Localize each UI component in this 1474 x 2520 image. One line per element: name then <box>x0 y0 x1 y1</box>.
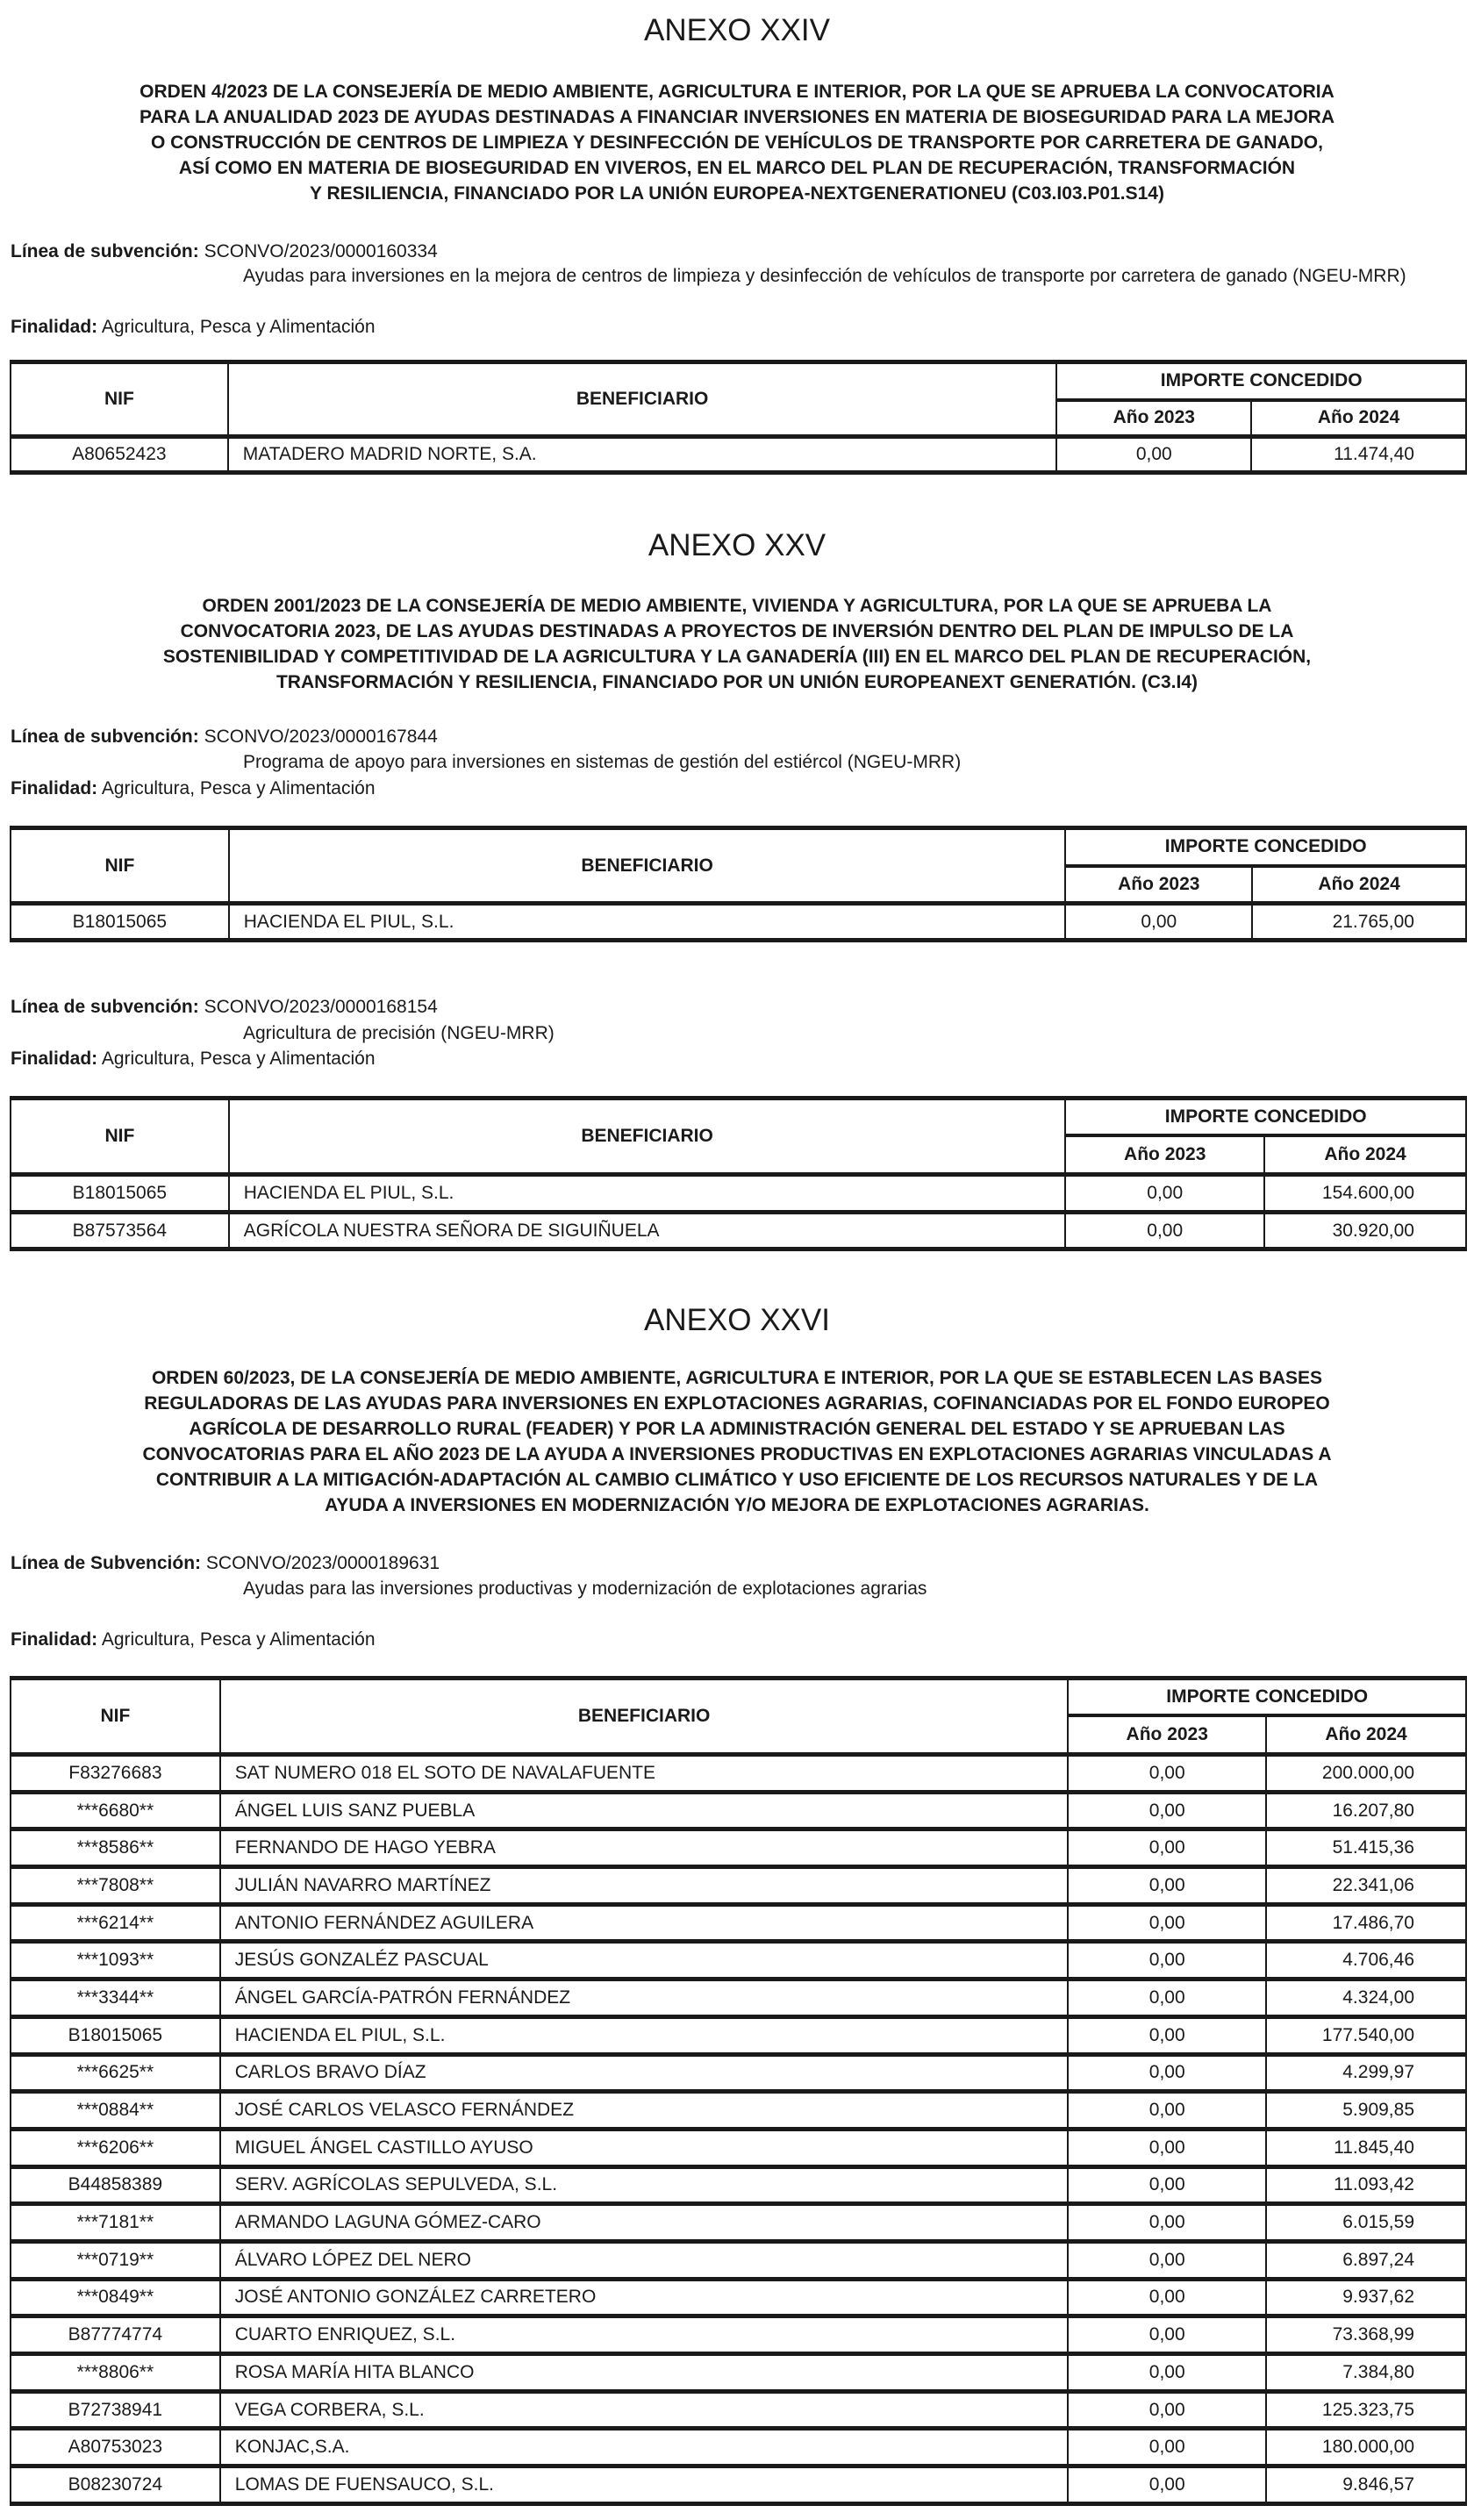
cell-ano-2023: 0,00 <box>1068 2316 1266 2354</box>
linea-code: SCONVO/2023/0000189631 <box>205 1553 440 1573</box>
table-row <box>11 2204 1466 2242</box>
cell-beneficiario: MIGUEL ÁNGEL CASTILLO AYUSO <box>220 2129 1069 2166</box>
orden-line: PARA LA ANUALIDAD 2023 DE AYUDAS DESTINADAS A FINANCIAR INVERSIONES EN MATERIA DE BIOSEGURIDAD PARA LA MEJORA <box>139 107 1334 127</box>
table-row <box>11 2279 1466 2316</box>
beneficiaries-table <box>10 1096 1467 1251</box>
cell-ano-2023: 0,00 <box>1068 2429 1266 2466</box>
cell-beneficiario: LOMAS DE FUENSAUCO, S.L. <box>220 2466 1069 2504</box>
cell-beneficiario: VEGA CORBERA, S.L. <box>220 2391 1069 2429</box>
cell-beneficiario: JESÚS GONZALÉZ PASCUAL <box>220 1942 1069 1979</box>
cell-ano-2024: 154.600,00 <box>1264 1175 1466 1213</box>
cell-nif: ***0719** <box>11 2241 220 2279</box>
cell-ano-2023: 0,00 <box>1068 1904 1266 1942</box>
orden-line: SOSTENIBILIDAD Y COMPETITIVIDAD DE LA AGRICULTURA Y LA GANADERÍA (III) EN EL MARCO DEL PLAN DE RECUPERACIÓN, <box>162 647 1312 667</box>
table-row <box>11 1792 1466 1829</box>
cell-nif: F83276683 <box>11 1755 220 1793</box>
cell-nif: B44858389 <box>11 2166 220 2204</box>
cell-ano-2023: 0,00 <box>1068 1979 1266 2017</box>
cell-beneficiario: JOSÉ CARLOS VELASCO FERNÁNDEZ <box>220 2092 1069 2130</box>
cell-nif: ***7808** <box>11 1867 220 1905</box>
header-beneficiario: BENEFICIARIO <box>229 1099 1066 1175</box>
header-nif: NIF <box>11 1099 229 1175</box>
cell-nif: ***7181** <box>11 2204 220 2242</box>
cell-nif: ***8586** <box>11 1829 220 1867</box>
table-row <box>11 904 1466 941</box>
cell-nif: ***1093** <box>11 1942 220 1979</box>
cell-nif: A80652423 <box>11 437 228 473</box>
finalidad-label: Finalidad: <box>11 778 98 798</box>
cell-ano-2024: 22.341,06 <box>1266 1867 1466 1905</box>
table-row <box>11 1213 1466 1249</box>
cell-beneficiario: JOSÉ ANTONIO GONZÁLEZ CARRETERO <box>220 2279 1069 2316</box>
cell-ano-2023: 0,00 <box>1068 2466 1266 2504</box>
cell-beneficiario: CUARTO ENRIQUEZ, S.L. <box>220 2316 1069 2354</box>
table-row <box>11 2391 1466 2429</box>
cell-ano-2024: 21.765,00 <box>1252 904 1466 941</box>
cell-ano-2023: 0,00 <box>1068 2054 1266 2092</box>
cell-ano-2023: 0,00 <box>1068 2166 1266 2204</box>
orden-line: CONVOCATORIA 2023, DE LAS AYUDAS DESTINADAS A PROYECTOS DE INVERSIÓN DENTRO DEL PLAN DE IMPULSO DE LA <box>180 621 1294 641</box>
cell-ano-2024: 73.368,99 <box>1266 2316 1466 2354</box>
linea-subvencion <box>11 1552 440 1575</box>
cell-ano-2023: 0,00 <box>1065 1175 1264 1213</box>
beneficiaries-table <box>10 1676 1467 2506</box>
orden-2001-2023-heading <box>0 593 1474 695</box>
linea-code: SCONVO/2023/0000160334 <box>204 241 438 261</box>
orden-line: ASÍ COMO EN MATERIA DE BIOSEGURIDAD EN VIVEROS, EN EL MARCO DEL PLAN DE RECUPERACIÓN, TRANSFORMACIÓN <box>178 158 1296 178</box>
cell-beneficiario: AGRÍCOLA NUESTRA SEÑORA DE SIGUIÑUELA <box>229 1213 1066 1249</box>
linea-subvencion <box>11 240 438 263</box>
cell-ano-2023: 0,00 <box>1068 1792 1266 1829</box>
table-row <box>11 2016 1466 2054</box>
cell-beneficiario: SERV. AGRÍCOLAS SEPULVEDA, S.L. <box>220 2166 1069 2204</box>
table-row <box>11 2166 1466 2204</box>
table-row <box>11 2054 1466 2092</box>
cell-beneficiario: ÁLVARO LÓPEZ DEL NERO <box>220 2241 1069 2279</box>
cell-nif: ***6680** <box>11 1792 220 1829</box>
cell-ano-2023: 0,00 <box>1068 2204 1266 2242</box>
anexo-xxv-title: ANEXO XXV <box>648 528 826 562</box>
cell-beneficiario: KONJAC,S.A. <box>220 2429 1069 2466</box>
header-importe-concedido: IMPORTE CONCEDIDO <box>1068 1679 1466 1715</box>
cell-nif: B72738941 <box>11 2391 220 2429</box>
orden-line: REGULADORAS DE LAS AYUDAS PARA INVERSIONES EN EXPLOTACIONES AGRARIAS, COFINANCIADAS POR EL FONDO EUROPEO <box>144 1393 1330 1414</box>
cell-ano-2023: 0,00 <box>1068 2391 1266 2429</box>
cell-ano-2024: 6.897,24 <box>1266 2241 1466 2279</box>
cell-beneficiario: FERNANDO DE HAGO YEBRA <box>220 1829 1069 1867</box>
cell-nif: ***3344** <box>11 1979 220 2017</box>
linea-description: Ayudas para inversiones en la mejora de centros de limpieza y desinfección de vehículos de transporte por carretera de ganado (NGEU-MRR) <box>243 266 1406 286</box>
cell-nif: ***6625** <box>11 2054 220 2092</box>
cell-beneficiario: ARMANDO LAGUNA GÓMEZ-CARO <box>220 2204 1069 2242</box>
cell-ano-2024: 6.015,59 <box>1266 2204 1466 2242</box>
header-ano-2023: Año 2023 <box>1056 400 1251 437</box>
cell-ano-2024: 51.415,36 <box>1266 1829 1466 1867</box>
cell-beneficiario: MATADERO MADRID NORTE, S.A. <box>228 437 1057 473</box>
table-row <box>11 1755 1466 1793</box>
linea-label: Línea de Subvención: <box>11 1553 202 1573</box>
beneficiaries-table <box>10 360 1467 475</box>
cell-ano-2023: 0,00 <box>1068 2016 1266 2054</box>
cell-beneficiario: ÁNGEL LUIS SANZ PUEBLA <box>220 1792 1069 1829</box>
table-row <box>11 1904 1466 1942</box>
table-row <box>11 1979 1466 2017</box>
cell-ano-2023: 0,00 <box>1068 2092 1266 2130</box>
finalidad-label: Finalidad: <box>11 1629 98 1650</box>
table-row <box>11 2466 1466 2504</box>
cell-beneficiario: CARLOS BRAVO DÍAZ <box>220 2054 1069 2092</box>
cell-ano-2023: 0,00 <box>1065 904 1252 941</box>
header-ano-2024: Año 2024 <box>1251 400 1466 437</box>
header-ano-2023: Año 2023 <box>1065 866 1252 904</box>
finalidad-label: Finalidad: <box>11 1049 98 1069</box>
table-row <box>11 2429 1466 2466</box>
cell-ano-2024: 11.093,42 <box>1266 2166 1466 2204</box>
orden-4-2023-heading <box>0 79 1474 206</box>
header-beneficiario: BENEFICIARIO <box>220 1679 1069 1755</box>
linea-label: Línea de subvención: <box>11 727 199 747</box>
cell-beneficiario: HACIENDA EL PIUL, S.L. <box>229 1175 1066 1213</box>
finalidad <box>11 777 376 800</box>
header-importe-concedido: IMPORTE CONCEDIDO <box>1065 1099 1466 1135</box>
header-importe-concedido: IMPORTE CONCEDIDO <box>1056 362 1466 400</box>
linea-subvencion <box>11 726 438 748</box>
cell-ano-2024: 5.909,85 <box>1266 2092 1466 2130</box>
orden-line: ORDEN 2001/2023 DE LA CONSEJERÍA DE MEDIO AMBIENTE, VIVIENDA Y AGRICULTURA, POR LA QUE SE APRUEBA LA <box>202 596 1272 616</box>
finalidad-value: Agricultura, Pesca y Alimentación <box>101 317 376 337</box>
table-row <box>11 1867 1466 1905</box>
cell-ano-2023: 0,00 <box>1065 1213 1264 1249</box>
finalidad <box>11 1048 376 1070</box>
cell-ano-2023: 0,00 <box>1056 437 1251 473</box>
cell-nif: ***6214** <box>11 1904 220 1942</box>
orden-line: ORDEN 4/2023 DE LA CONSEJERÍA DE MEDIO AMBIENTE, AGRICULTURA E INTERIOR, POR LA QUE SE APRUEBA LA CONVOCATORIA <box>140 82 1334 102</box>
cell-ano-2023: 0,00 <box>1068 2241 1266 2279</box>
cell-beneficiario: ANTONIO FERNÁNDEZ AGUILERA <box>220 1904 1069 1942</box>
header-nif: NIF <box>11 362 228 437</box>
cell-beneficiario: HACIENDA EL PIUL, S.L. <box>229 904 1066 941</box>
header-beneficiario: BENEFICIARIO <box>228 362 1057 437</box>
cell-ano-2023: 0,00 <box>1068 1867 1266 1905</box>
linea-description: Agricultura de precisión (NGEU-MRR) <box>243 1023 555 1043</box>
orden-line: AYUDA A INVERSIONES EN MODERNIZACIÓN Y/O MEJORA DE EXPLOTACIONES AGRARIAS. <box>325 1495 1149 1515</box>
table-row <box>11 2354 1466 2392</box>
orden-line: TRANSFORMACIÓN Y RESILIENCIA, FINANCIADO POR UN UNIÓN EUROPEANEXT GENERATIÓN. (C3.I4) <box>275 672 1199 692</box>
table-row <box>11 2316 1466 2354</box>
cell-ano-2024: 177.540,00 <box>1266 2016 1466 2054</box>
table-row <box>11 1942 1466 1979</box>
linea-label: Línea de subvención: <box>11 241 199 261</box>
finalidad-value: Agricultura, Pesca y Alimentación <box>101 1049 376 1069</box>
cell-nif: ***0849** <box>11 2279 220 2316</box>
linea-description: Programa de apoyo para inversiones en sistemas de gestión del estiércol (NGEU-MRR) <box>243 752 962 772</box>
header-nif: NIF <box>11 828 229 904</box>
cell-ano-2024: 11.845,40 <box>1266 2129 1466 2166</box>
cell-ano-2024: 200.000,00 <box>1266 1755 1466 1793</box>
cell-ano-2024: 30.920,00 <box>1264 1213 1466 1249</box>
anexo-xxvi-title: ANEXO XXVI <box>643 1303 831 1337</box>
cell-beneficiario: HACIENDA EL PIUL, S.L. <box>220 2016 1069 2054</box>
header-ano-2023: Año 2023 <box>1068 1715 1266 1755</box>
cell-ano-2024: 125.323,75 <box>1266 2391 1466 2429</box>
cell-nif: ***0884** <box>11 2092 220 2130</box>
finalidad-value: Agricultura, Pesca y Alimentación <box>101 778 376 798</box>
cell-ano-2024: 9.846,57 <box>1266 2466 1466 2504</box>
cell-beneficiario: ROSA MARÍA HITA BLANCO <box>220 2354 1069 2392</box>
cell-ano-2024: 17.486,70 <box>1266 1904 1466 1942</box>
anexo-xxiv-title: ANEXO XXIV <box>643 13 831 47</box>
cell-nif: B08230724 <box>11 2466 220 2504</box>
cell-beneficiario: JULIÁN NAVARRO MARTÍNEZ <box>220 1867 1069 1905</box>
table-row <box>11 1175 1466 1213</box>
finalidad <box>11 316 376 339</box>
finalidad <box>11 1629 376 1651</box>
orden-60-2023-heading <box>0 1365 1474 1518</box>
table-row <box>11 2092 1466 2130</box>
cell-beneficiario: SAT NUMERO 018 EL SOTO DE NAVALAFUENTE <box>220 1755 1069 1793</box>
cell-beneficiario: ÁNGEL GARCÍA-PATRÓN FERNÁNDEZ <box>220 1979 1069 2017</box>
cell-nif: ***8806** <box>11 2354 220 2392</box>
linea-code: SCONVO/2023/0000167844 <box>204 727 438 747</box>
finalidad-label: Finalidad: <box>11 317 98 337</box>
cell-ano-2023: 0,00 <box>1068 1755 1266 1793</box>
table-row <box>11 437 1466 473</box>
header-importe-concedido: IMPORTE CONCEDIDO <box>1065 828 1466 866</box>
cell-ano-2024: 9.937,62 <box>1266 2279 1466 2316</box>
header-beneficiario: BENEFICIARIO <box>229 828 1066 904</box>
orden-line: CONTRIBUIR A LA MITIGACIÓN-ADAPTACIÓN AL CAMBIO CLIMÁTICO Y USO EFICIENTE DE LOS RECURSOS NATURALES Y DE LA <box>155 1470 1319 1490</box>
cell-ano-2023: 0,00 <box>1068 2129 1266 2166</box>
linea-code: SCONVO/2023/0000168154 <box>204 997 438 1017</box>
cell-nif: ***6206** <box>11 2129 220 2166</box>
cell-nif: B87573564 <box>11 1213 229 1249</box>
cell-ano-2024: 4.706,46 <box>1266 1942 1466 1979</box>
linea-label: Línea de subvención: <box>11 997 199 1017</box>
cell-ano-2024: 16.207,80 <box>1266 1792 1466 1829</box>
header-nif: NIF <box>11 1679 220 1755</box>
orden-line: Y RESILIENCIA, FINANCIADO POR LA UNIÓN EUROPEA-NEXTGENERATIONEU (C03.I03.P01.S14) <box>310 183 1164 204</box>
cell-ano-2024: 11.474,40 <box>1251 437 1466 473</box>
header-ano-2024: Año 2024 <box>1264 1135 1466 1175</box>
table-row <box>11 1829 1466 1867</box>
cell-nif: B87774774 <box>11 2316 220 2354</box>
cell-ano-2023: 0,00 <box>1068 2354 1266 2392</box>
beneficiaries-table <box>10 826 1467 942</box>
header-ano-2024: Año 2024 <box>1252 866 1466 904</box>
cell-ano-2023: 0,00 <box>1068 2279 1266 2316</box>
orden-line: O CONSTRUCCIÓN DE CENTROS DE LIMPIEZA Y DESINFECCIÓN DE VEHÍCULOS DE TRANSPORTE POR CARRETERA DE GANADO, <box>151 132 1323 153</box>
cell-ano-2024: 7.384,80 <box>1266 2354 1466 2392</box>
header-ano-2024: Año 2024 <box>1266 1715 1466 1755</box>
orden-line: CONVOCATORIAS PARA EL AÑO 2023 DE LA AYUDA A INVERSIONES PRODUCTIVAS EN EXPLOTACIONES AGRARIAS VINCULADAS A <box>142 1444 1332 1464</box>
cell-nif: B18015065 <box>11 904 229 941</box>
cell-ano-2023: 0,00 <box>1068 1829 1266 1867</box>
header-ano-2023: Año 2023 <box>1065 1135 1264 1175</box>
cell-nif: B18015065 <box>11 2016 220 2054</box>
orden-line: AGRÍCOLA DE DESARROLLO RURAL (FEADER) Y POR LA ADMINISTRACIÓN GENERAL DEL ESTADO Y SE APRUEBAN LAS <box>189 1419 1285 1439</box>
cell-nif: B18015065 <box>11 1175 229 1213</box>
cell-ano-2023: 0,00 <box>1068 1942 1266 1979</box>
linea-subvencion <box>11 996 438 1019</box>
cell-ano-2024: 4.299,97 <box>1266 2054 1466 2092</box>
finalidad-value: Agricultura, Pesca y Alimentación <box>101 1629 376 1650</box>
linea-description: Ayudas para las inversiones productivas y modernización de explotaciones agrarias <box>243 1579 927 1599</box>
cell-ano-2024: 180.000,00 <box>1266 2429 1466 2466</box>
cell-ano-2024: 4.324,00 <box>1266 1979 1466 2017</box>
orden-line: ORDEN 60/2023, DE LA CONSEJERÍA DE MEDIO AMBIENTE, AGRICULTURA E INTERIOR, POR LA QUE SE ESTABLECEN LAS BASES <box>151 1368 1323 1388</box>
table-row <box>11 2241 1466 2279</box>
cell-nif: A80753023 <box>11 2429 220 2466</box>
table-row <box>11 2129 1466 2166</box>
